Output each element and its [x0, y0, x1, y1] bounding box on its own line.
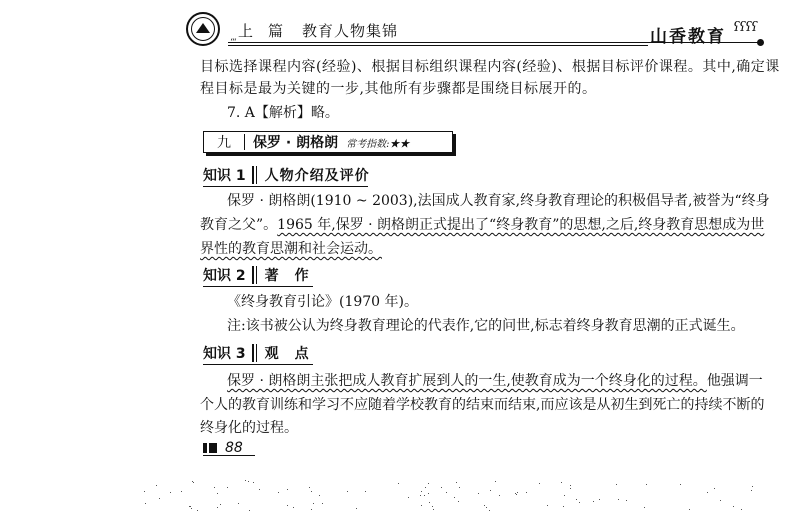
heading-bar-thin	[256, 344, 257, 362]
k1-line-2-emphasis: 1965 年,保罗 · 朗格朗正式提出了“终身教育”的思想,之后,终身教育思想成为世	[277, 217, 765, 233]
scan-speck	[253, 482, 254, 483]
scan-speck	[347, 491, 348, 492]
scan-speck	[429, 502, 430, 503]
header-rule-secondary	[228, 45, 648, 46]
knowledge-1-heading	[203, 165, 370, 185]
page-number-rule	[203, 455, 255, 456]
scan-speck	[517, 492, 518, 493]
knowledge-2-title: 著 作	[264, 268, 310, 284]
k1-line-2	[200, 215, 764, 235]
scan-speck	[499, 495, 500, 496]
knowledge-1-label: 知识 1	[203, 168, 246, 184]
k3-line-3: 终身化的过程。	[200, 420, 298, 436]
intro-line-2: 程目标是最为关键的一步,其他所有步骤都是围绕目标展开的。	[200, 81, 597, 97]
header-dot-icon	[757, 39, 764, 46]
scan-speck	[144, 491, 145, 492]
scan-speck	[486, 507, 487, 508]
scan-speck	[220, 504, 221, 505]
scan-speck	[287, 505, 288, 506]
scan-speck	[626, 500, 627, 501]
scan-speck	[428, 483, 429, 484]
scan-speck	[191, 508, 192, 509]
scan-speck	[707, 492, 708, 493]
scan-speck	[563, 506, 564, 507]
scan-speck	[561, 482, 562, 483]
heading-bar	[252, 166, 254, 184]
scan-speck	[309, 487, 310, 488]
scan-speck	[490, 490, 491, 491]
publisher-logo-icon	[186, 12, 220, 46]
scan-speck	[145, 503, 146, 504]
scan-speck	[424, 495, 425, 496]
scan-speck	[197, 510, 198, 511]
scan-speck	[238, 503, 239, 504]
scan-speck	[495, 481, 496, 482]
scan-speck	[356, 508, 357, 509]
scan-speck	[576, 499, 577, 500]
scan-speck	[421, 505, 422, 506]
scan-speck	[217, 507, 218, 508]
heading-bar	[252, 266, 254, 284]
k1-line-3	[200, 239, 382, 259]
k3-line-2: 个人的教育训练和学习不应随着学校教育的结束而结束,而应该是从初生到死亡的持续不断的	[200, 397, 765, 413]
section-name: 保罗 · 朗格朗	[253, 135, 339, 151]
scan-speck	[287, 489, 288, 490]
brand-name: 山香教育	[650, 27, 726, 47]
scan-speck	[644, 507, 645, 508]
scan-speck	[311, 491, 312, 492]
scan-speck	[459, 487, 460, 488]
page-number: 88	[225, 440, 243, 456]
knowledge-2-heading	[203, 265, 310, 285]
k3-line-1	[227, 371, 763, 391]
section-number: 九	[217, 135, 231, 151]
scan-speck	[189, 506, 190, 507]
scan-speck	[458, 501, 459, 502]
k2-line-2: 注:该书被公认为终身教育理论的代表作,它的问世,标志着终身教育思潮的正式诞生。	[227, 318, 745, 334]
scan-speck	[680, 484, 681, 485]
scan-speck	[425, 487, 426, 488]
scan-speck	[489, 510, 490, 511]
header-rule	[228, 42, 763, 43]
scan-speck	[433, 509, 434, 510]
knowledge-3-heading	[203, 343, 310, 363]
scan-speck	[570, 485, 571, 486]
scan-speck	[579, 502, 580, 503]
scan-speck	[516, 494, 517, 495]
scan-speck	[259, 489, 260, 490]
scan-speck	[446, 492, 447, 493]
section-divider	[244, 134, 245, 150]
scan-speck	[428, 493, 429, 494]
header-ornament: ʕʕʕʕ	[733, 20, 757, 35]
heading-bar	[252, 344, 254, 362]
heading-bar-thin	[256, 166, 257, 184]
scan-speck	[599, 499, 600, 500]
k1-line-1: 保罗 · 朗格朗(1910 ~ 2003),法国成人教育家,终身教育理论的积极倡导者,被誉为“终身	[227, 193, 770, 209]
scan-speck	[365, 491, 366, 492]
scan-speck	[564, 495, 565, 496]
scan-speck	[441, 487, 442, 488]
intro-line-1: 目标选择课程内容(经验)、根据目标组织课程内容(经验)、根据目标评价课程。其中,确定课	[200, 59, 780, 75]
scan-speck	[539, 483, 540, 484]
heading-bar-thin	[256, 266, 257, 284]
scan-speck	[156, 485, 157, 486]
header-part: 上	[238, 22, 255, 40]
scan-speck	[313, 503, 314, 504]
scan-speck	[249, 510, 250, 511]
knowledge-3-title: 观 点	[264, 346, 310, 362]
scan-speck	[319, 495, 320, 496]
scan-speck	[245, 480, 246, 481]
scan-speck	[278, 492, 279, 493]
scan-speck	[593, 501, 594, 502]
scan-speck	[159, 498, 160, 499]
scan-speck	[408, 497, 409, 498]
scan-speck	[454, 497, 455, 498]
scan-speck	[311, 509, 312, 510]
scan-speck	[526, 492, 527, 493]
scan-speck	[421, 491, 422, 492]
section-frequency: 常考指数:★★	[346, 138, 410, 150]
scan-speck	[217, 493, 218, 494]
k3-line-1-emphasis: 保罗 · 朗格朗主张把成人教育扩展到人的一生,使教育成为一个终身化的过程。	[227, 373, 707, 389]
scan-speck	[751, 490, 752, 491]
scan-speck	[646, 484, 647, 485]
scan-speck	[248, 481, 249, 482]
scan-speck	[456, 482, 457, 483]
knowledge-3-label: 知识 3	[203, 346, 246, 362]
page-number-block	[203, 440, 243, 456]
answer-line: 7. A【解析】略。	[227, 105, 339, 121]
scan-speck	[420, 495, 421, 496]
scan-speck	[181, 491, 182, 492]
knowledge-2-rule	[203, 286, 313, 287]
scan-speck	[547, 505, 548, 506]
k2-line-1: 《终身教育引论》(1970 年)。	[227, 294, 419, 310]
header-title: 教育人物集锦	[302, 22, 399, 40]
scan-speck	[689, 509, 690, 510]
scan-speck	[618, 499, 619, 500]
running-header	[238, 20, 398, 41]
scan-speck	[752, 486, 753, 487]
knowledge-2-label: 知识 2	[203, 268, 246, 284]
scan-speck	[193, 482, 194, 483]
scan-speck	[484, 505, 485, 506]
scan-speck	[616, 484, 617, 485]
knowledge-1-rule	[203, 186, 368, 187]
k1-line-2-plain: 教育之父”。	[200, 217, 278, 233]
scan-speck	[720, 500, 721, 501]
scan-speck	[432, 506, 433, 507]
page-marker-icon	[203, 443, 207, 453]
k3-line-1-plain: 他强调一	[706, 373, 763, 389]
page-marker-icon	[209, 443, 217, 453]
scan-speck	[214, 487, 215, 488]
scan-speck	[322, 503, 323, 504]
header-part-suffix: 篇	[268, 22, 285, 40]
knowledge-1-title: 人物介绍及评价	[264, 168, 370, 184]
scan-speck	[714, 488, 715, 489]
header-ticks: ʻʻʻ	[230, 38, 236, 48]
knowledge-3-rule	[203, 364, 313, 365]
scan-speck	[478, 493, 479, 494]
section-heading	[203, 131, 453, 153]
scan-speck	[227, 487, 228, 488]
scan-speck	[741, 509, 742, 510]
scan-speck	[733, 506, 734, 507]
scan-speck	[570, 488, 571, 489]
scan-speck	[293, 507, 294, 508]
scan-speck	[398, 483, 399, 484]
scan-speck	[170, 492, 171, 493]
k1-line-3-emphasis: 界性的教育思潮和社会运动。	[200, 241, 382, 257]
